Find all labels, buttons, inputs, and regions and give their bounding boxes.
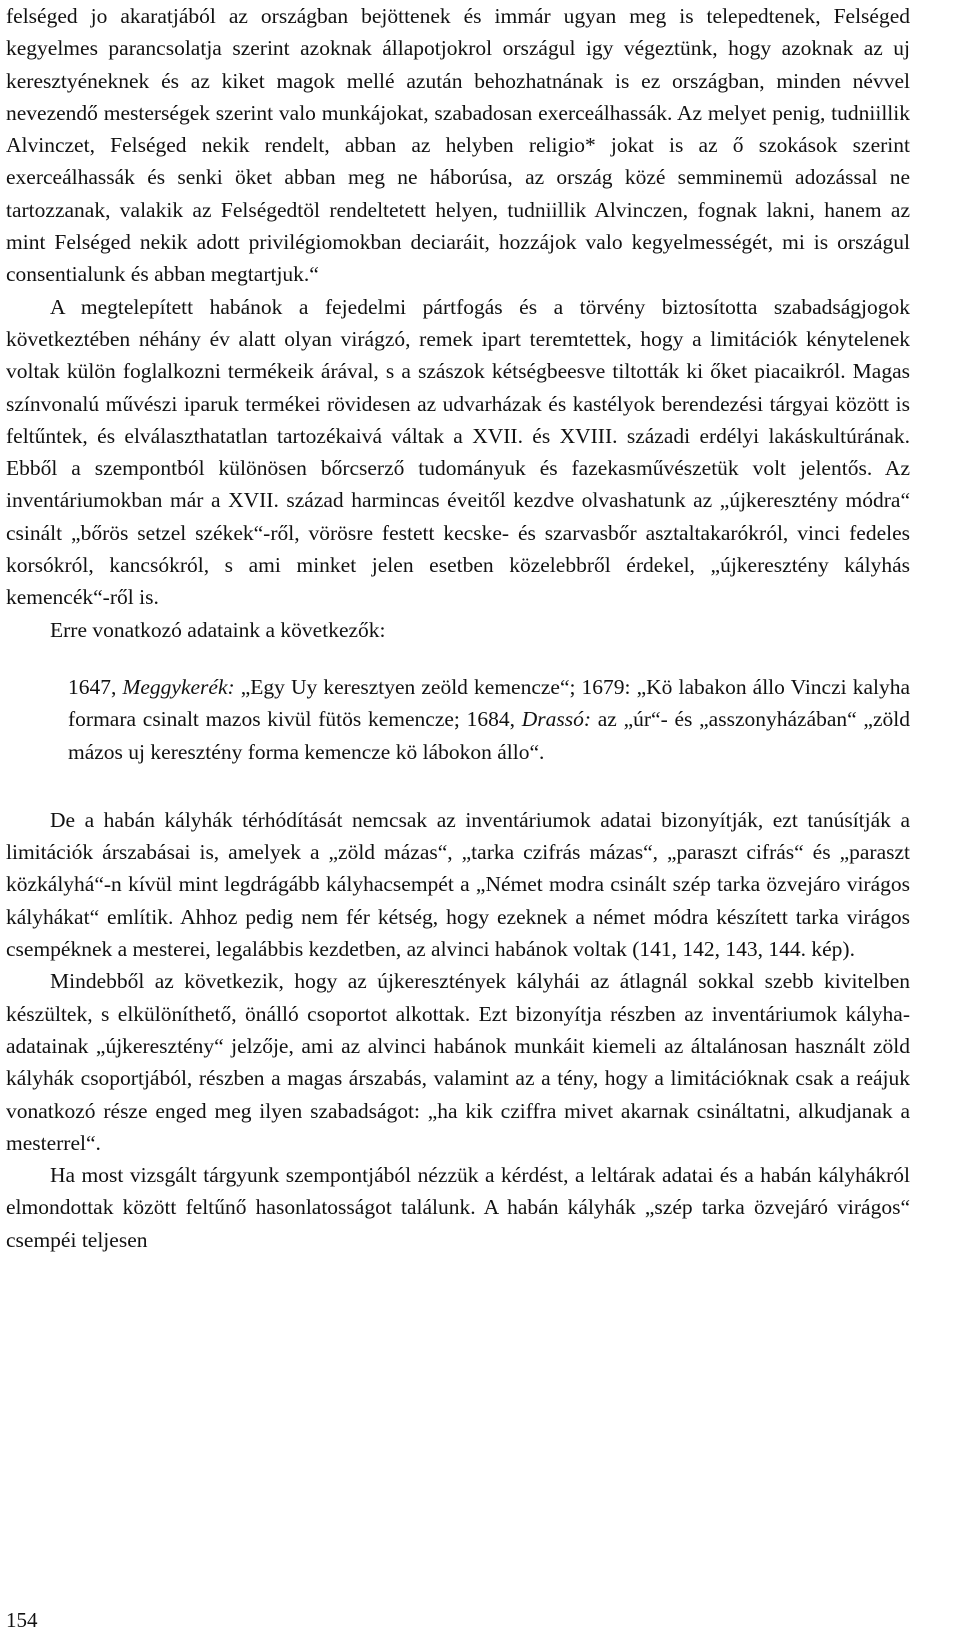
paragraph-haban-industry: A megtelepített habánok a fejedelmi pártfogás és a törvény biztosította szabadságjogok következtében néhány év alatt olyan virágzó, remek ipart teremtettek, hogy a limitációk kénytelenek voltak külön foglalkozni termékeik árával, s a szászok kétségbeesve tiltották ki őket piacaikról. Magas színvonalú művészi iparuk termékei rövidesen az udvarházak és kastélyok berendezési tárgyai között is feltűntek, és elválaszthatatlan tartozékaivá váltak a XVII. és XVIII. századi erdélyi lakáskultúrának. Ebből a szempontból különösen bőrcserző tudományuk és fazekasművészetük volt jelentős. Az inventáriumokban már a XVII. század harmincas éveitől kezdve olvashatunk az „újkeresztény módra“ csinált „bőrös setzel székek“-ről, vörösre festett kecske- és szarvasbőr asztaltakarókról, vinci fedeles korsókról, kancsókról, s ami minket jelen esetben közelebbről érdekel, „újkeresztény kályhás kemencék“-ről is. (6, 294, 910, 610)
quote-text-2: az „úr“- és „asszonyházában“ „zöld mázos uj keresztény forma kemencze kö lábokon állo“. (68, 707, 910, 764)
quote-year-1647: 1647, (68, 674, 123, 699)
page-body (6, 0, 910, 1256)
quote-place-meggykerek: Meggykerék: (122, 674, 235, 699)
paragraph-comparison: Ha most vizsgált tárgyunk szempontjából nézzük a kérdést, a leltárak adatai és a habán kályhákról elmondottak között feltűnő hasonlatosságot találunk. A habán kályhák „szép tarka özvejáró virágos“ csempéi teljesen (6, 1163, 910, 1252)
quote-place-drasso: Drassó: (521, 707, 592, 732)
paragraph-decree-continuation: felséged jo akaratjából az országban bejöttenek és immár ugyan meg is telepedtenek, Felséged kegyelmes parancsolatja szerint azoknak állapotjokrol országul igy végeztünk, hogy azoknak az uj keresztyéneknek és az kiket magok mellé azután behozhatnának is ez országban, minden névvel nevezendő mesterségek szerint valo munkájokat, szabadosan exerceálhassák. Az melyet penig, tudniillik Alvinczet, Felséged nekik rendelt, abban az helyben religio* jokat is az ő szokások szerint exerceálhassák és senki öket abban meg ne háborúsa, az ország közé semminemü adozással ne tartozzanak, valakik az Felségedtöl rendeltetett helyen, tudniillik Alvinczen, fognak lakni, hanem az mint Felséged nekik adott privilégiomokban deciaráit, hozzájok valo kegyelmességét, mi is országul consentialunk és abban megtartjuk.“ (6, 4, 910, 287)
quote-text-1: „Egy Uy keresztyen zeöld kemencze“; 1679: „Kö labakon állo Vinczi kalyha formara csinalt mazos kivül fütös kemencze; (68, 674, 911, 732)
block-quote-inventory (68, 671, 910, 768)
quote-year-1684: 1684, (466, 707, 522, 732)
page-number: 154 (6, 1608, 38, 1632)
paragraph-stove-spread: De a habán kályhák térhódítását nemcsak az inventáriumok adatai bizonyítják, ezt tanúsítják a limitációk árszabásai is, amelyek a „zöld mázas“, „tarka czifrás mázas“, „paraszt cifrás“ és „paraszt közkályhá“-n kívül mint legdrágább kályhacsempét a „Német modra csinált szép tarka özvejáro virágos kályhákat“ említik. Ahhoz pedig nem fér kétség, hogy ezeknek a német módra készített tarka virágos csempéknek a mesterei, legalábbis kezdetben, az alvinci habánok voltak (141, 142, 143, 144. kép). (6, 807, 910, 962)
paragraph-data-intro: Erre vonatkozó adataink a következők: (50, 617, 386, 642)
paragraph-conclusion: Mindebből az következik, hogy az újkeresztények kályhái az átlagnál sokkal szebb kivitelben készültek, s elkülöníthető, önálló csoportot alkottak. Ezt bizonyítja részben az inventáriumok kályha-adatainak „újkeresztény“ jelzője, ami az alvinci habánok munkáit kiemeli az általánosan használt zöld kályhák csoportjából, részben a magas árszabás, valamint az a tény, hogy a limitációknak csak a reájuk vonatkozó része enged meg ilyen szabadságot: „ha kik cziffra mivet akarnak csináltatni, alkudjanak a mesterrel“. (6, 969, 910, 1155)
